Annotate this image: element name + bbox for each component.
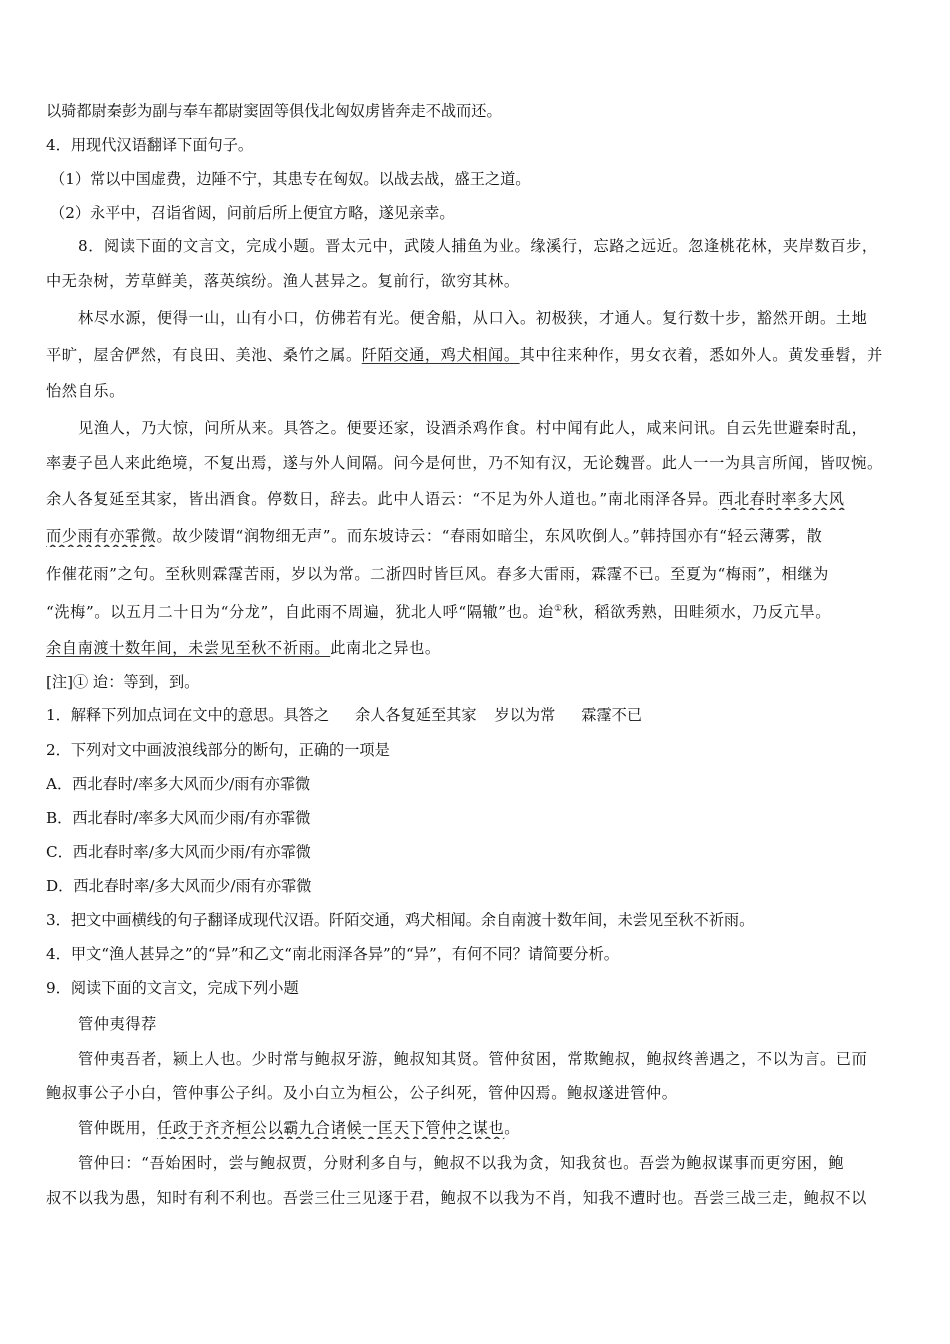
passage-text: 管仲曰：“吾始困时，尝与鲍叔贾，分财利多自与，鲍叔不以我为贪，知我贫也。吾尝为鲍叔谋事而更穷困，鲍 xyxy=(78,1154,845,1172)
question-3 xyxy=(46,909,916,931)
passage-line xyxy=(46,380,916,402)
question-4-item-2 xyxy=(50,202,920,224)
passage-line xyxy=(46,452,916,474)
passage-text: 率妻子邑人来此绝境，不复出焉，遂与外人间隔。问今是何世，乃不知有汉，无论魏晋。此人一一为具言所闻，皆叹惋。 xyxy=(46,454,883,472)
passage-text: 鲍叔事公子小白，管仲事公子纠。及小白立为桓公，公子纠死，管仲囚焉。鲍叔遂进管仲。 xyxy=(46,1084,678,1102)
question-text: 4．用现代汉语翻译下面句子。 xyxy=(46,136,254,154)
passage-text: 中无杂树，芳草鲜美，落英缤纷。渔人甚异之。复前行，欲穷其林。 xyxy=(46,272,520,290)
question-text: （1）常以中国虚费，边陲不宁，其患专在匈奴。以战去战，盛王之道。 xyxy=(50,170,531,188)
option-b xyxy=(46,807,916,829)
passage-text: 。 xyxy=(504,1119,521,1137)
question-text: 3．把文中画横线的句子翻译成现代汉语。阡陌交通，鸡犬相闻。余自南渡十数年间，未尝见至秋不祈雨。 xyxy=(46,911,755,929)
passage-text: 管仲既用， xyxy=(78,1119,157,1137)
question-text: （2）永平中，召诣省闼，问前后所上便宜方略，遂见亲幸。 xyxy=(50,204,455,222)
passage-text: 秋，稻欲秀熟，田畦须水，乃反亢旱。 xyxy=(562,603,832,621)
passage-line xyxy=(46,637,916,659)
passage-line xyxy=(78,1152,916,1174)
question-text: 4．甲文“渔人甚异之”的“异”和乙文“南北雨泽各异”的“异”，有何不同？请简要分析。 xyxy=(46,945,619,963)
underlined-sentence: 余自南渡十数年间，未尝见至秋不祈雨。 xyxy=(46,639,331,657)
option-d xyxy=(46,875,916,897)
passage-text: 叔不以我为愚，知时有利不利也。吾尝三仕三见逐于君，鲍叔不以我为不肖，知我不遭时也。吾尝三战三走，鲍叔不以 xyxy=(46,1189,867,1207)
passage-line xyxy=(78,1048,916,1070)
passage-line xyxy=(78,1117,916,1139)
passage-line xyxy=(78,417,916,439)
question-term: 岁以为常 xyxy=(494,706,556,724)
passage-text: 。故少陵谓“润物细无声”。而东坡诗云：“春雨如暗尘，东风吹倒人。”韩持国亦有“轻云薄雾，散 xyxy=(156,527,823,545)
wavy-underlined-text: 西北春时率多大风 xyxy=(718,490,845,508)
option-text: A．西北春时/率多大风而少/雨有亦霏微 xyxy=(46,775,311,793)
passage-line xyxy=(46,1082,916,1104)
passage-line xyxy=(46,344,916,366)
passage-line xyxy=(46,563,916,585)
option-text: D．西北春时率/多大风而少/雨有亦霏微 xyxy=(46,877,312,895)
question-2 xyxy=(46,739,916,761)
passage-text: 平旷，屋舍俨然，有良田、美池、桑竹之属。 xyxy=(46,346,362,364)
footnote-text: [注]① 迨：等到，到。 xyxy=(46,673,200,691)
passage-text: “洗梅”。以五月二十日为“分龙”，自此雨不周遍，犹北人呼“隔辙”也。迨 xyxy=(46,603,555,621)
question-1 xyxy=(46,704,916,726)
passage-text: 8．阅读下面的文言文，完成小题。晋太元中，武陵人捕鱼为业。缘溪行，忘路之远近。忽逢桃花林，夹岸数百步， xyxy=(78,237,878,255)
passage-text: 以骑都尉秦彭为副与奉车都尉窦固等俱伐北匈奴虏皆奔走不战而还。 xyxy=(46,102,502,120)
passage-text: 林尽水源，便得一山，山有小口，仿佛若有光。便舍船，从口入。初极狭，才通人。复行数十步，豁然开朗。土地 xyxy=(78,309,868,327)
passage-line xyxy=(46,525,916,547)
question-4 xyxy=(46,943,916,965)
option-c xyxy=(46,841,916,863)
question-8-passage-line xyxy=(78,235,916,257)
passage-line xyxy=(46,1187,916,1209)
passage-line xyxy=(78,307,916,329)
wavy-underlined-text: 而少雨有亦霏微 xyxy=(46,527,157,545)
question-text: 1．解释下列加点词在文中的意思。具答之 xyxy=(46,706,330,724)
passage-text: 此南北之异也。 xyxy=(330,639,441,657)
text-line xyxy=(46,100,916,122)
question-term: 霖霪不已 xyxy=(581,706,643,724)
passage-line xyxy=(46,270,916,292)
question-term: 余人各复延至其家 xyxy=(355,706,477,724)
question-4-prompt xyxy=(46,134,916,156)
passage-text: 管仲夷吾者，颍上人也。少时常与鲍叔牙游，鲍叔知其贤。管仲贫困，常欺鲍叔，鲍叔终善遇之，不以为言。已而 xyxy=(78,1050,868,1068)
passage-text: 其中往来种作，男女衣着，悉如外人。黄发垂髫，并 xyxy=(519,346,883,364)
passage-text: 余人各复延至其家，皆出酒食。停数日，辞去。此中人语云：“不足为外人道也。”南北雨泽各异。 xyxy=(46,490,719,508)
underlined-sentence: 阡陌交通，鸡犬相闻。 xyxy=(361,346,520,364)
passage-title-text: 管仲夷得荐 xyxy=(78,1015,157,1033)
option-text: B．西北春时/率多大风而少雨/有亦霏微 xyxy=(46,809,311,827)
question-9-prompt xyxy=(46,977,916,999)
option-text: C．西北春时率/多大风而少雨/有亦霏微 xyxy=(46,843,311,861)
wavy-underlined-text: 任政于齐齐桓公以霸九合诸候一匡天下管仲之谋也 xyxy=(156,1119,505,1137)
footnote xyxy=(46,671,916,693)
passage-title xyxy=(78,1013,916,1035)
passage-text: 作催花雨”之句。至秋则霖霪苦雨，岁以为常。二浙四时皆巨风。春多大雷雨，霖霪不已。至夏为“梅雨”，相继为 xyxy=(46,565,829,583)
passage-text: 怡然自乐。 xyxy=(46,382,125,400)
passage-text: 见渔人，乃大惊，问所从来。具答之。便要还家，设酒杀鸡作食。村中闻有此人，咸来问讯。自云先世避秦时乱， xyxy=(78,419,868,437)
question-4-item-1 xyxy=(50,168,920,190)
footnote-marker: ① xyxy=(554,603,563,614)
passage-line xyxy=(46,601,916,623)
question-text: 9．阅读下面的文言文，完成下列小题 xyxy=(46,979,299,997)
option-a xyxy=(46,773,916,795)
passage-line xyxy=(46,488,916,510)
question-text: 2．下列对文中画波浪线部分的断句，正确的一项是 xyxy=(46,741,390,759)
